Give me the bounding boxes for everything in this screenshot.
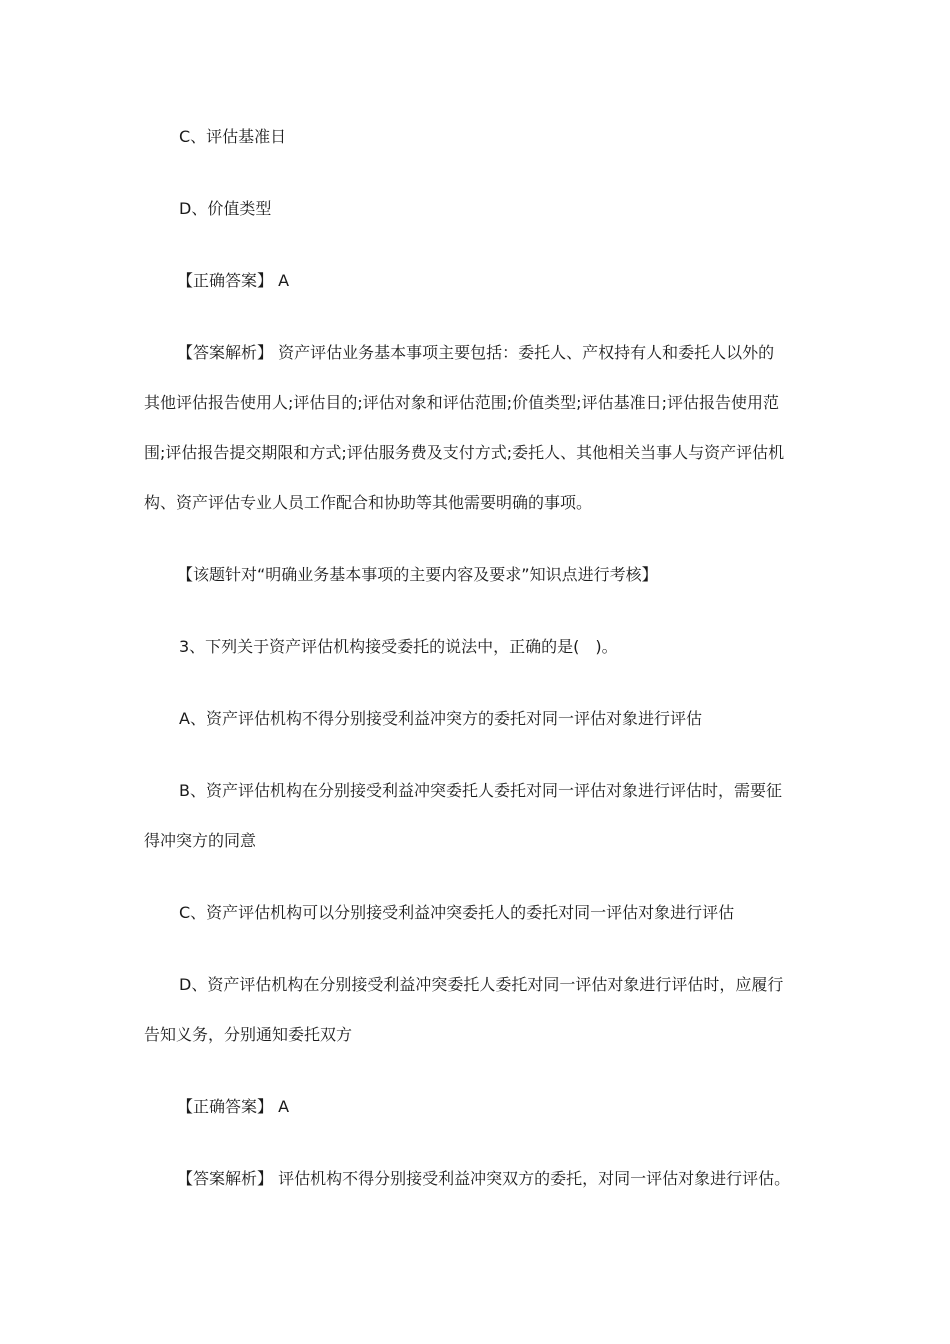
q3-correct-answer: 【正确答案】 A [177,1097,290,1116]
q2-analysis-line-3: 围;评估报告提交期限和方式;评估服务费及支付方式;委托人、其他相关当事人与资产评估机 [144,443,785,462]
q2-analysis-line-4: 构、资产评估专业人员工作配合和协助等其他需要明确的事项。 [144,493,593,512]
q2-correct-answer: 【正确答案】 A [177,271,290,290]
q3-option-b-line-1: B、资产评估机构在分别接受利益冲突委托人委托对同一评估对象进行评估时，需要征 [179,781,782,800]
q2-knowledge-point: 【该题针对“明确业务基本事项的主要内容及要求”知识点进行考核】 [177,565,658,584]
q2-option-d: D、价值类型 [179,199,272,218]
q3-option-c: C、资产评估机构可以分别接受利益冲突委托人的委托对同一评估对象进行评估 [179,903,735,922]
q2-option-c: C、评估基准日 [179,127,287,146]
q3-option-d-line-2: 告知义务，分别通知委托双方 [144,1025,353,1044]
q3-option-b-line-2: 得冲突方的同意 [144,831,257,850]
q3-option-a: A、资产评估机构不得分别接受利益冲突方的委托对同一评估对象进行评估 [179,709,702,728]
q3-stem: 3、下列关于资产评估机构接受委托的说法中，正确的是( )。 [179,637,618,656]
q2-analysis-line-1: 【答案解析】 资产评估业务基本事项主要包括：委托人、产权持有人和委托人以外的 [177,343,775,362]
q3-option-d-line-1: D、资产评估机构在分别接受利益冲突委托人委托对同一评估对象进行评估时，应履行 [179,975,784,994]
q2-analysis-line-2: 其他评估报告使用人;评估目的;评估对象和评估范围;价值类型;评估基准日;评估报告使用范 [144,393,779,412]
q3-analysis: 【答案解析】 评估机构不得分别接受利益冲突双方的委托，对同一评估对象进行评估。 [177,1169,791,1188]
